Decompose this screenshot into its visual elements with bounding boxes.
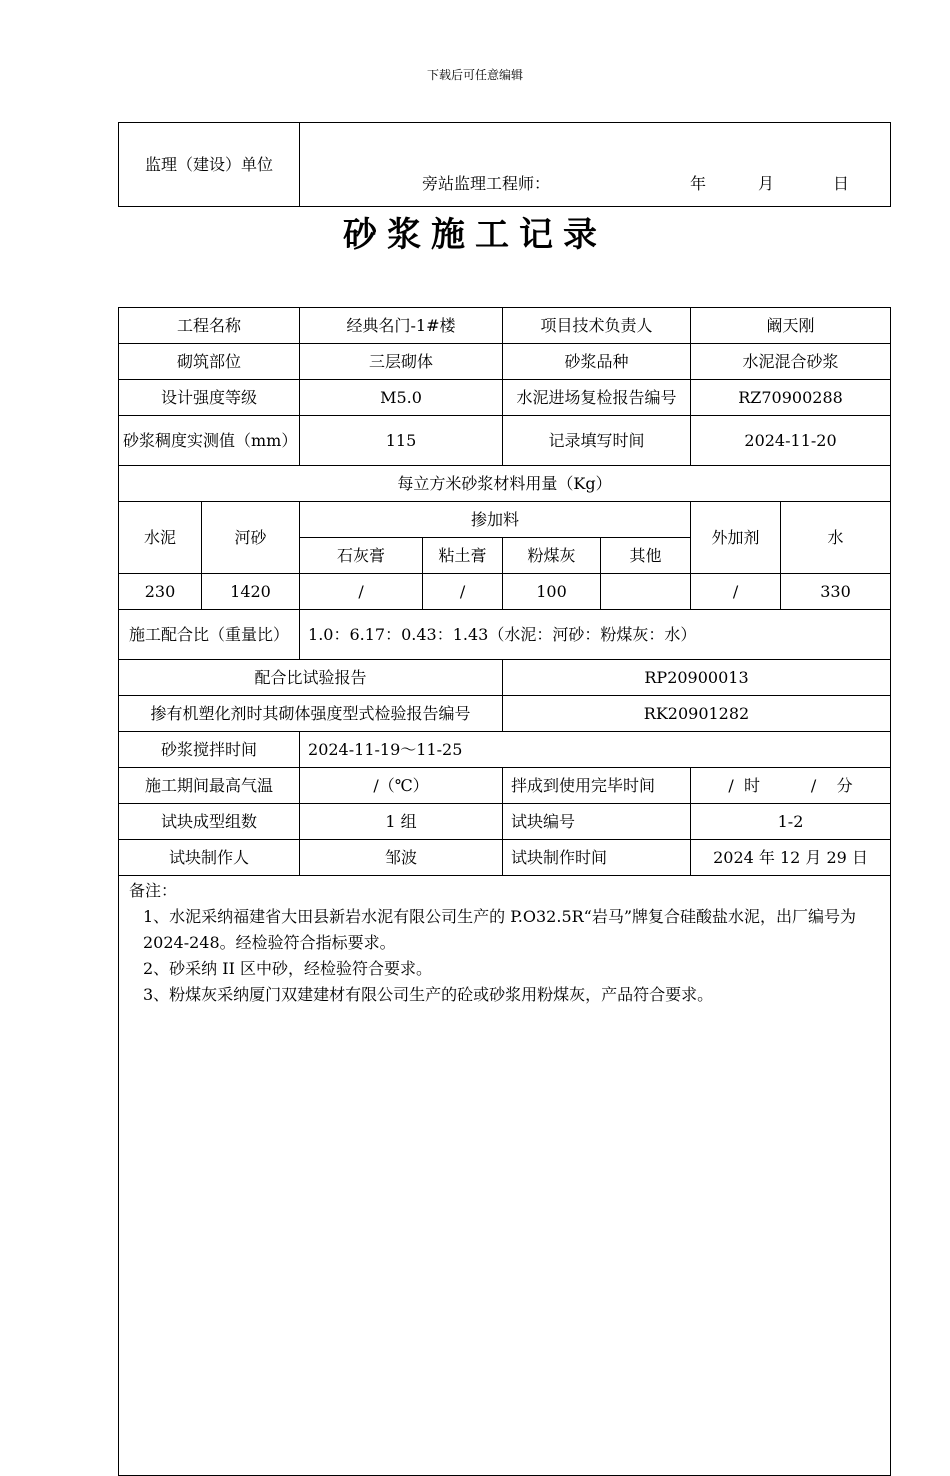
- mix-ratio: 1.0：6.17：0.43：1.43（水泥：河砂：粉煤灰：水）: [300, 610, 891, 660]
- cement-value: 230: [119, 574, 202, 610]
- mixing-time-label: 砂浆搅拌时间: [119, 732, 300, 768]
- make-time-label: 试块制作时间: [503, 840, 691, 876]
- project-name: 经典名门-1#楼: [300, 308, 503, 344]
- flyash-header: 粉煤灰: [503, 538, 601, 574]
- max-temp: /（℃）: [300, 768, 503, 804]
- clay-header: 粘土膏: [423, 538, 503, 574]
- maker: 邹波: [300, 840, 503, 876]
- masonry-part-label: 砌筑部位: [119, 344, 300, 380]
- use-time-label: 拌成到使用完毕时间: [503, 768, 691, 804]
- design-grade-label: 设计强度等级: [119, 380, 300, 416]
- admixture-header: 掺加料: [300, 502, 691, 538]
- mortar-record-table: [118, 307, 891, 1476]
- remark-item: 3、粉煤灰采纳厦门双建建材有限公司生产的砼或砂浆用粉煤灰，产品符合要求。: [143, 985, 714, 1004]
- remark-item: 1、水泥采纳福建省大田县新岩水泥有限公司生产的 P.O32.5R“岩马”牌复合硅酸盐水泥，出厂编号为2024-248。经检验符合指标要求。: [143, 907, 857, 952]
- tech-lead: 阚天刚: [691, 308, 891, 344]
- water-header: 水: [781, 502, 891, 574]
- materials-section-title: 每立方米砂浆材料用量（Kg）: [119, 466, 891, 502]
- design-grade: M5.0: [300, 380, 503, 416]
- year-label: 年: [689, 174, 706, 193]
- sand-header: 河砂: [202, 502, 300, 574]
- clay-value: /: [423, 574, 503, 610]
- masonry-part: 三层砌体: [300, 344, 503, 380]
- header-note: 下载后可任意编辑: [426, 68, 523, 82]
- cement-report: RZ70900288: [691, 380, 891, 416]
- additive-header: 外加剂: [691, 502, 781, 574]
- use-time: / 时 / 分: [691, 768, 891, 804]
- mix-report-label: 配合比试验报告: [119, 660, 503, 696]
- consistency-label: 砂浆稠度实测值（mm）: [119, 416, 300, 466]
- plasticizer-report-label: 掺有机塑化剂时其砌体强度型式检验报告编号: [119, 696, 503, 732]
- record-time: 2024-11-20: [691, 416, 891, 466]
- supervision-unit-label: 监理（建设）单位: [119, 123, 300, 207]
- cement-header: 水泥: [119, 502, 202, 574]
- record-time-label: 记录填写时间: [503, 416, 691, 466]
- max-temp-label: 施工期间最高气温: [119, 768, 300, 804]
- project-name-label: 工程名称: [119, 308, 300, 344]
- flyash-value: 100: [503, 574, 601, 610]
- supervising-engineer-label: 旁站监理工程师：: [421, 174, 550, 193]
- water-value: 330: [781, 574, 891, 610]
- other-header: 其他: [601, 538, 691, 574]
- sand-value: 1420: [202, 574, 300, 610]
- month-label: 月: [757, 174, 774, 193]
- mortar-type-label: 砂浆品种: [503, 344, 691, 380]
- supervision-table: [118, 122, 891, 207]
- remarks-label: 备注：: [129, 881, 178, 900]
- make-time: 2024 年 12 月 29 日: [691, 840, 891, 876]
- lime-value: /: [300, 574, 423, 610]
- cement-report-label: 水泥进场复检报告编号: [503, 380, 691, 416]
- remarks-cell: [119, 876, 891, 1476]
- plasticizer-report: RK20901282: [503, 696, 891, 732]
- sample-no-label: 试块编号: [503, 804, 691, 840]
- day-label: 日: [832, 174, 849, 193]
- consistency-value: 115: [300, 416, 503, 466]
- sample-no: 1-2: [691, 804, 891, 840]
- mix-report: RP20900013: [503, 660, 891, 696]
- mix-ratio-label: 施工配合比（重量比）: [119, 610, 300, 660]
- lime-header: 石灰膏: [300, 538, 423, 574]
- other-value: [601, 574, 691, 610]
- additive-value: /: [691, 574, 781, 610]
- mixing-time: 2024-11-19～11-25: [300, 732, 891, 768]
- page-title: 砂浆施工记录: [343, 215, 607, 255]
- mortar-type: 水泥混合砂浆: [691, 344, 891, 380]
- maker-label: 试块制作人: [119, 840, 300, 876]
- groups: 1 组: [300, 804, 503, 840]
- remark-item: 2、砂采纳 II 区中砂，经检验符合要求。: [143, 959, 432, 978]
- tech-lead-label: 项目技术负责人: [503, 308, 691, 344]
- groups-label: 试块成型组数: [119, 804, 300, 840]
